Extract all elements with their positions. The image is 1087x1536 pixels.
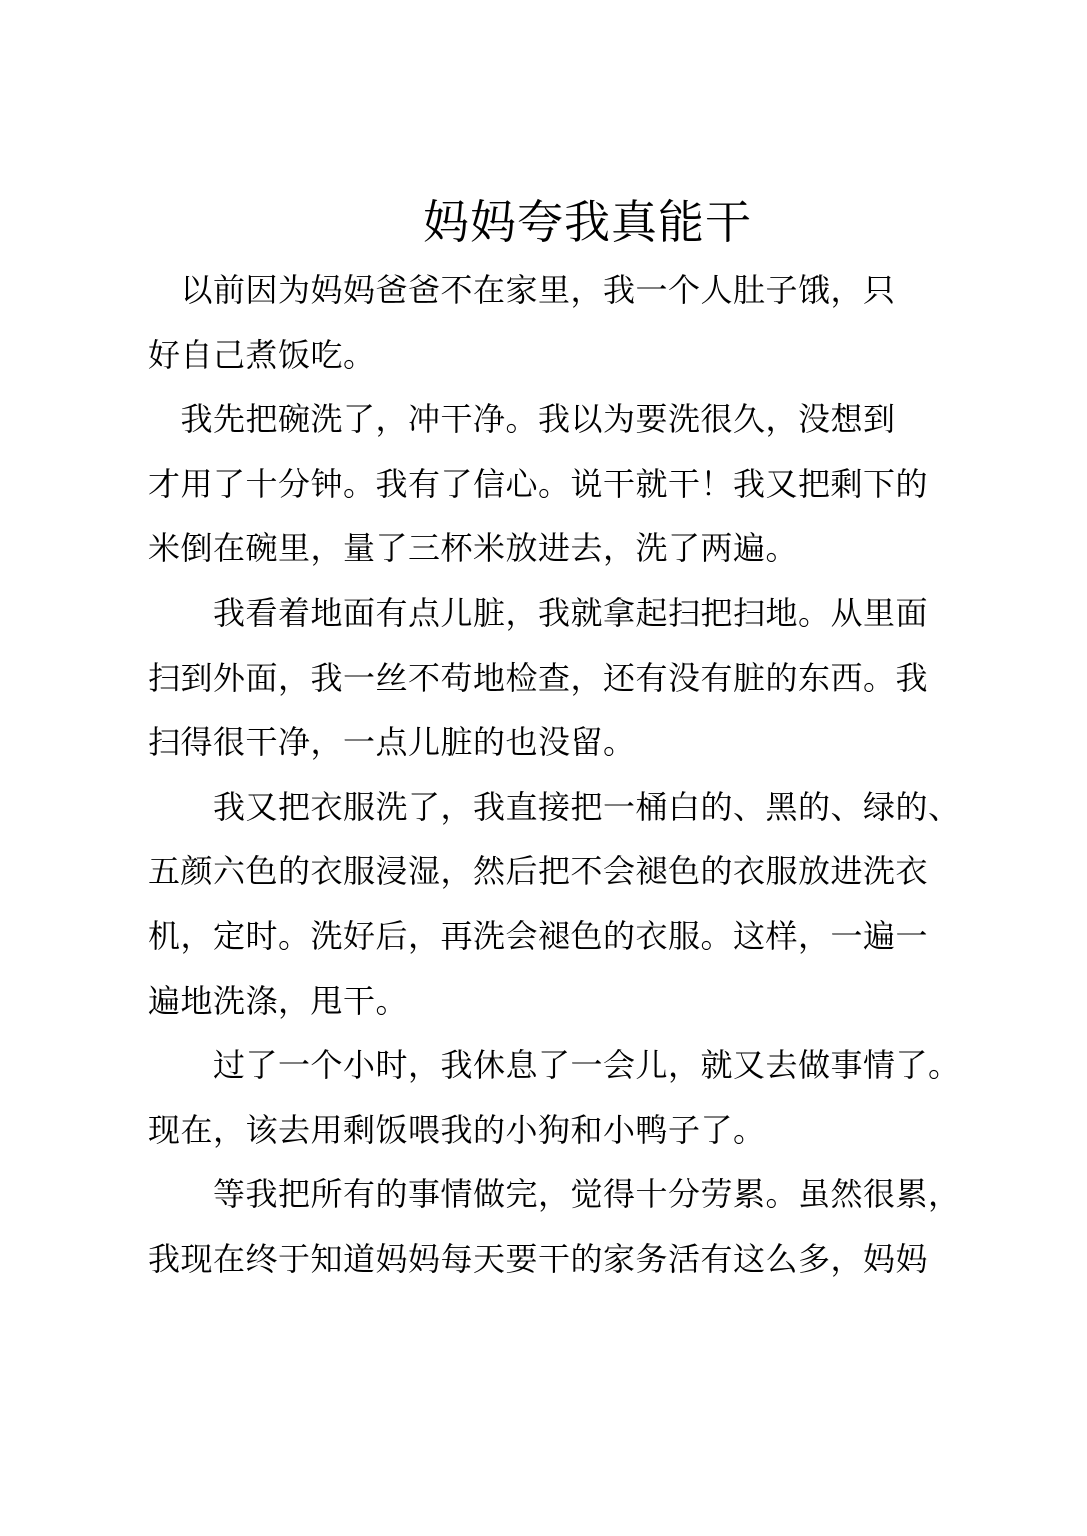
essay-line-4: 才用了十分钟。我有了信心。说干就干！我又把剩下的 [148, 464, 929, 503]
essay-line-8: 扫得很干净，一点儿脏的也没留。 [148, 723, 636, 762]
essay-line-2: 好自己煮饭吃。 [148, 335, 376, 374]
essay-line-1: 以前因为妈妈爸爸不在家里，我一个人肚子饿，只 [148, 271, 896, 309]
essay-line-14: 现在，该去用剩饭喂我的小狗和小鸭子了。 [148, 1110, 766, 1149]
essay-line-16: 我现在终于知道妈妈每天要干的家务活有这么多，妈妈 [148, 1239, 929, 1278]
essay-line-9: 我又把衣服洗了，我直接把一桶白的、黑的、绿的、 [148, 787, 961, 826]
essay-line-7: 扫到外面，我一丝不苟地检查，还有没有脏的东西。我 [148, 658, 929, 697]
essay-line-3: 我先把碗洗了，冲干净。我以为要洗很久，没想到 [148, 400, 896, 439]
essay-body [148, 258, 961, 1292]
essay-line-5: 米倒在碗里，量了三杯米放进去，洗了两遍。 [148, 529, 799, 568]
essay-line-15: 等我把所有的事情做完，觉得十分劳累。虽然很累， [148, 1175, 961, 1214]
essay-title: 妈妈夸我真能干 [423, 195, 752, 249]
essay-line-10: 五颜六色的衣服浸湿，然后把不会褪色的衣服放进洗衣 [148, 852, 929, 891]
essay-line-13: 过了一个小时，我休息了一会儿，就又去做事情了。 [148, 1046, 961, 1085]
essay-line-6: 我看着地面有点儿脏，我就拿起扫把扫地。从里面 [148, 593, 929, 632]
essay-line-12: 遍地洗涤，甩干。 [148, 981, 409, 1020]
essay-line-11: 机，定时。洗好后，再洗会褪色的衣服。这样，一遍一 [148, 916, 929, 955]
